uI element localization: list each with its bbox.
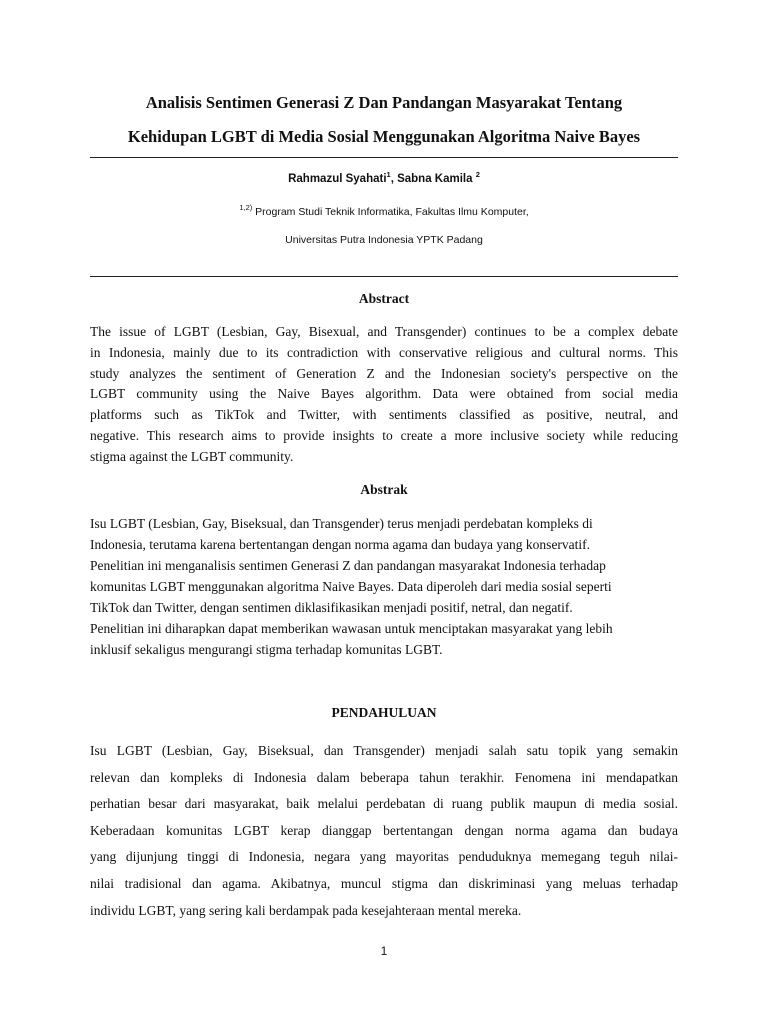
body-line: nilai tradisional dan agama. Akibatnya, muncul stigma dan diskriminasi yang meluas terhadap [90,875,678,891]
abstrak-line: Penelitian ini diharapkan dapat memberikan wawasan untuk menciptakan masyarakat yang lebih [90,621,613,636]
abstract-line: The issue of LGBT (Lesbian, Gay, Bisexual, and Transgender) continues to be a complex debate [90,324,678,339]
body-line: yang dijunjung tinggi di Indonesia, negara yang mayoritas penduduknya memegang teguh nilai- [90,849,678,865]
abstract-line: LGBT community using the Naive Bayes algorithm. Data were obtained from social media [90,386,678,402]
abstrak-line: Penelitian ini menganalisis sentimen Generasi Z dan pandangan masyarakat Indonesia terhadap [90,558,606,573]
page-number: 1 [380,944,388,958]
abstract-line: stigma against the LGBT community. [90,448,294,464]
title-divider [90,157,678,158]
section-heading-pendahuluan: PENDAHULUAN [331,705,437,720]
abstract-heading: Abstract [358,291,410,306]
abstract-line: study analyzes the sentiment of Generation Z and the Indonesian society's perspective on the [90,365,678,381]
author-affiliation-mark: 2 [475,170,480,179]
abstrak-paragraph [90,513,678,660]
body-line: individu LGBT, yang sering kali berdampak pada kesejahteraan mental mereka. [90,902,522,918]
paper-title-line-2: Kehidupan LGBT di Media Sosial Menggunakan Algoritma Naive Bayes [127,127,641,146]
abstract-paragraph [90,322,678,468]
paper-page [90,0,678,1024]
header-divider [90,276,678,277]
abstrak-line: Indonesia, terutama karena bertentangan dengan norma agama dan budaya yang konservatif. [90,537,591,552]
pendahuluan-paragraph [90,738,678,924]
abstrak-line: inklusif sekaligus mengurangi stigma terhadap komunitas LGBT. [90,642,443,657]
abstrak-line: Isu LGBT (Lesbian, Gay, Biseksual, dan Transgender) terus menjadi perdebatan kompleks di [90,516,593,531]
body-line: Isu LGBT (Lesbian, Gay, Biseksual, dan Transgender) menjadi salah satu topik yang semakin [90,743,678,758]
body-line: relevan dan kompleks di Indonesia dalam beberapa tahun terakhir. Fenomena ini mendapatkan [90,769,678,785]
author-name: Sabna Kamila [397,173,476,185]
affiliation-text: Program Studi Teknik Informatika, Fakultas Ilmu Komputer, [252,206,529,218]
abstract-line: in Indonesia, mainly due to its contradiction with conservative religious and cultural norms. This [90,344,678,360]
paper-title-line-1: Analisis Sentimen Generasi Z Dan Pandangan Masyarakat Tentang [145,93,623,112]
abstrak-line: TikTok dan Twitter, dengan sentimen diklasifikasikan menjadi positif, netral, dan negatif. [90,600,573,615]
body-line: perhatian besar dari masyarakat, baik melalui perdebatan di ruang publik maupun di media sosial. [90,796,678,812]
abstract-line: negative. This research aims to provide insights to create a more inclusive society while reducing [90,427,678,443]
author-affiliation-mark: 1 [386,170,391,179]
abstrak-line: komunitas LGBT menggunakan algoritma Naive Bayes. Data diperoleh dari media sosial seperti [90,579,612,594]
affiliation-line-2: Universitas Putra Indonesia YPTK Padang [285,234,483,246]
abstract-line: platforms such as TikTok and Twitter, with sentiments classified as positive, neutral, and [90,407,678,423]
affiliation-line-1 [90,205,678,219]
affiliation-mark: 1,2) [239,203,253,212]
abstrak-heading: Abstrak [360,482,408,497]
body-line: Keberadaan komunitas LGBT kerap dianggap bertentangan dengan norma agama dan budaya [90,822,678,838]
author-list [90,171,678,187]
author-separator: , [390,173,398,185]
author-name: Rahmazul Syahati [288,173,387,185]
